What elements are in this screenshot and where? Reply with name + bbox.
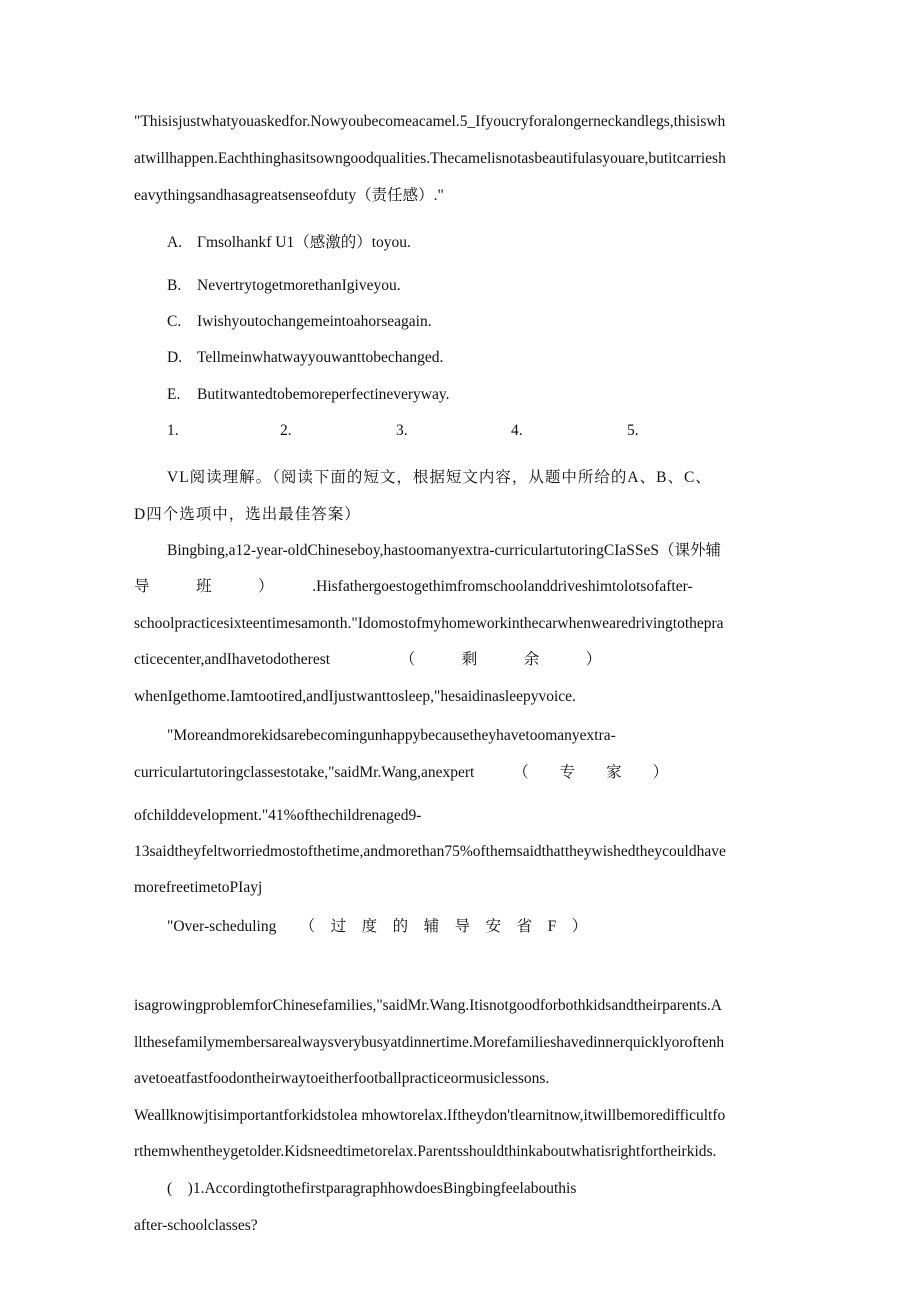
section-heading: D四个选项中，选出最佳答案） [134,506,361,523]
story-line: "Thisisjustwhatyouaskedfor.Nowyoubecomeacamel.5_Ifyoucryforalongerneckandlegs,thisiswh [134,113,726,130]
question-line: ( )1.AccordingtothefirstparagraphhowdoesBingbingfeelabouthis [167,1180,577,1197]
passage-line: Weallknowjtisimportantforkidstolea mhowtorelax.Iftheydon'tlearnitnow,itwillbemoredifficultfo [134,1107,726,1124]
option-letter: D. [167,349,183,366]
story-line: atwillhappen.Eachthinghasitsowngoodqualities.Thecamelisnotasbeautifulasyouare,butitcarriesh [134,150,726,167]
option-letter: E. [167,386,181,403]
option-text: NevertrytogetmorethanIgiveyou. [197,277,401,294]
passage-line: Bingbing,a12-year-oldChineseboy,hastoomanyextra-curriculartutoringCIaSSeS（课外辅 [167,542,721,559]
answer-blank-5: 5. [627,422,639,439]
passage-line: avetoeatfastfoodontheirwaytoeitherfootballpracticeormusiclessons. [134,1070,550,1087]
option-a [167,233,786,253]
passage-line: 13saidtheyfeltworriedmostofthetime,andmorethan75%ofthemsaidthattheywishedtheycouldhave [134,843,726,860]
option-letter: B. [167,277,182,294]
section-heading: VL阅读理解。（阅读下面的短文，根据短文内容，从题中所给的A、B、C、 [167,469,712,486]
option-text: Tellmeinwhatwayyouwanttobechanged. [197,349,444,366]
passage-line: "Moreandmorekidsarebecomingunhappybecausetheyhavetoomanyextra- [167,727,616,744]
passage-line: 导 班 ） .Hisfathergoestogethimfromschoolanddriveshimtolotsofafter- [134,578,693,595]
answer-blank-2: 2. [280,422,292,439]
passage-line: isagrowingproblemforChinesefamilies,"saidMr.Wang.Itisnotgoodforbothkidsandtheirparents.A [134,997,722,1014]
story-line: eavythingsandhasagreatsenseofduty（责任感）." [134,187,444,204]
option-text: Iwishyoutochangemeintoahorseagain. [197,313,432,330]
answer-blank-1: 1. [167,422,179,439]
passage-line: cticecenter,andIhavetodotherest （ 剩 余 ） [134,651,602,668]
option-text: Butitwantedtobemoreperfectineveryway. [197,386,450,403]
passage-line: llthesefamilymembersarealwaysverybusyatdinnertime.Morefamilieshavedinnerquicklyoroftenh [134,1034,725,1051]
passage-line: whenIgethome.Iamtootired,andIjustwanttosleep,"hesaidinasleepyvoice. [134,688,576,705]
option-b [167,276,786,296]
answer-blank-4: 4. [511,422,523,439]
passage-line: ofchilddevelopment."41%ofthechildrenaged9- [134,807,422,824]
passage-line: rthemwhentheygetolder.Kidsneedtimetorelax.Parentsshouldthinkaboutwhatisrightfortheirkids. [134,1143,717,1160]
passage-line: morefreetimetoPIayj [134,879,263,896]
passage-line: curriculartutoringclassestotake,"saidMr.Wang,anexpert （ 专 家 ） [134,764,669,781]
passage-line: "Over-scheduling （ 过 度 的 辅 导 安 省 F ） [167,918,588,935]
answer-blank-3: 3. [396,422,408,439]
option-d [167,348,786,368]
option-e [167,385,786,405]
option-c [167,312,786,332]
option-letter: C. [167,313,182,330]
option-text: Γmsolhankf U1（感激的）toyou. [197,234,411,251]
option-letter: A. [167,234,183,251]
passage-line: schoolpracticesixteentimesamonth."Idomostofmyhomeworkinthecarwhenwearedrivingtothepra [134,615,724,632]
question-line: after-schoolclasses? [134,1217,258,1234]
